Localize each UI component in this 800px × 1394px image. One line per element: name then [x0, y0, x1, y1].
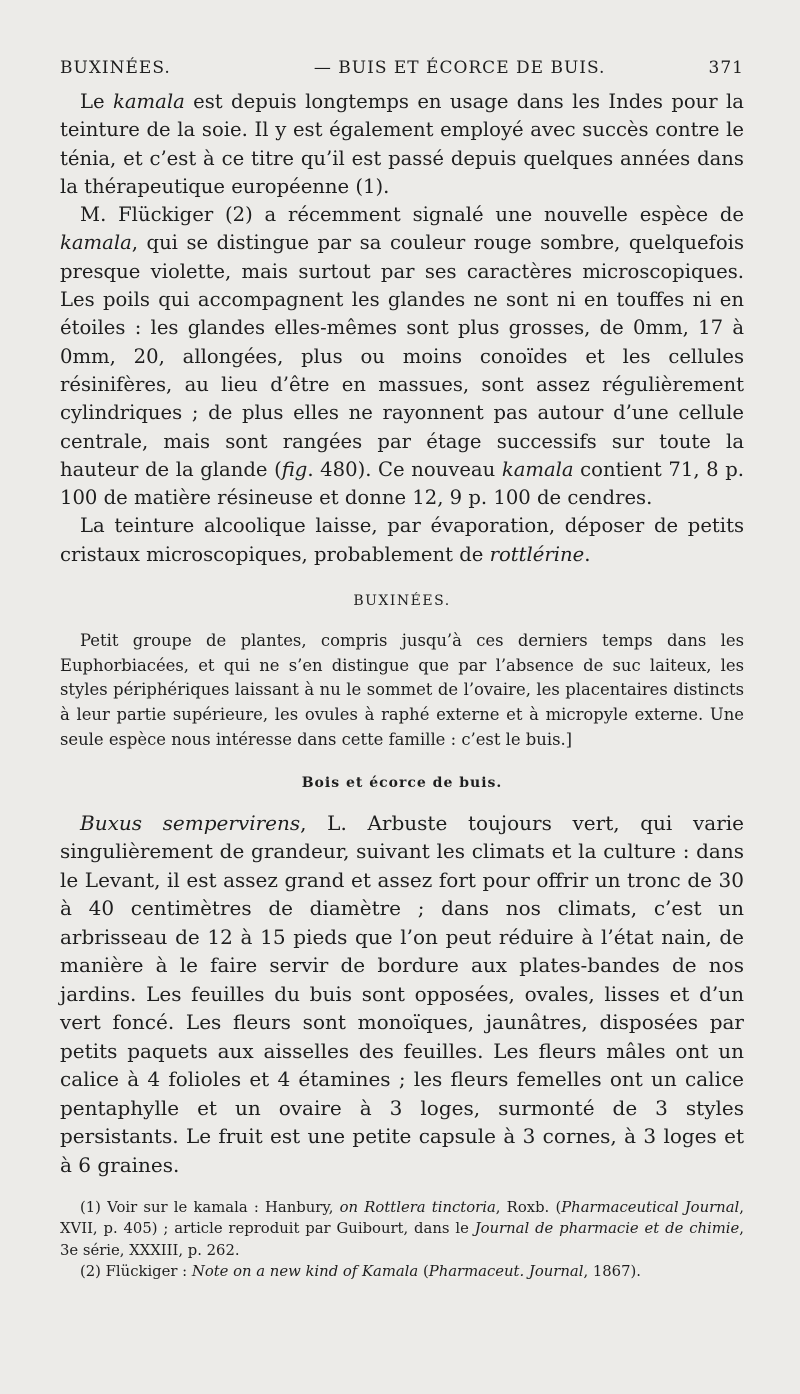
italic-term: kamala [501, 457, 574, 481]
subsection-paragraph [60, 809, 744, 1180]
text-run: , L. Arbuste toujours vert, qui varie singulièrement de grandeur, suivant les climats et la culture : dans le Levant, il est assez grand et assez fort pour offrir un tronc de 30 à 40 centimètres de diamètre ; dans nos climats, c’est un arbrisseau de 12 à 15 pieds que l’on peut réduire à l’état nain, de manière à le faire servir de bordure aux plates-bandes de nos jardins. Les feuilles du buis sont opposées, ovales, lisses et d’un vert foncé. Les fleurs sont monoïques, jaunâtres, disposées par petits paquets aux aisselles des feuilles. Les fleurs mâles ont un calice à 4 folioles et 4 étamines ; les fleurs femelles ont un calice pentaphylle et un ovaire à 3 loges, surmonté de 3 styles persistants. Le fruit est une petite capsule à 3 cornes, à 3 loges et à 6 graines. [60, 810, 744, 1177]
italic-ref: Pharmaceutical Journal [561, 1199, 740, 1217]
text-run: (2) Flückiger : [80, 1262, 192, 1280]
page-number: 371 [708, 58, 744, 78]
text-run: , qui se distingue par sa couleur rouge sombre, quelquefois presque violette, mais surtout par ses caractères microscopiques. Les poils qui accompagnent les glandes ne sont ni en touffes ni en étoiles : les glandes elles-mêmes sont plus grosses, de 0mm, 17 à 0mm, 20, allongées, plus ou moins conoïdes et les cellules résinifères, au lieu d’être en massues, sont assez régulièrement cylindriques ; de plus elles ne rayonnent pas autour d’une cellule centrale, mais sont rangées par étage successifs sur toute la hauteur de la glande ( [60, 231, 744, 481]
italic-term: kamala [60, 231, 132, 255]
page [60, 58, 744, 1282]
figure-ref: fig [281, 457, 308, 481]
text-run: , Roxb. ( [495, 1199, 562, 1217]
paragraph-2 [60, 201, 744, 512]
text-run: (1) Voir sur le kamala : Hanbury, [80, 1199, 340, 1217]
text-run: est depuis longtemps en usage dans les Indes pour la teinture de la soie. Il y est également employé avec succès contre le ténia, et c’est à ce titre qu’il est passé depuis quelques années dans la thérapeutique européenne (1). [60, 90, 744, 198]
footnote-2 [60, 1261, 744, 1282]
subsection-heading: Bois et écorce de buis. [301, 774, 503, 791]
paragraph-1 [60, 88, 744, 201]
paragraph-3 [60, 512, 744, 569]
text-run: , 1867). [583, 1262, 641, 1280]
italic-ref: on Rottlera tinctoria [339, 1199, 496, 1217]
text-run: ( [418, 1262, 429, 1280]
header-left: BUXINÉES. [60, 58, 171, 78]
text-run: . [584, 542, 591, 566]
running-head [60, 58, 744, 88]
italic-ref: Pharmaceut. Journal [428, 1262, 584, 1280]
section-heading: BUXINÉES. [353, 593, 451, 610]
italic-term: kamala [113, 90, 185, 113]
text-run: . 480). Ce nouveau [307, 457, 502, 481]
text-run: La teinture alcoolique laisse, par évaporation, déposer de petits cristaux microscopiques, probablement de [60, 514, 744, 566]
italic-ref: Note on a new kind of Kamala [191, 1262, 419, 1280]
text-run: M. Flückiger (2) a récemment signalé une nouvelle espèce de [80, 203, 744, 227]
footnotes [60, 1197, 744, 1282]
footnote-1 [60, 1197, 744, 1261]
text-run: , XVII, p. 405) ; article reproduit par Guibourt, dans le [60, 1199, 744, 1238]
text-run: , 3e série, XXXIII, p. 262. [60, 1220, 744, 1259]
italic-term: rottlérine [489, 542, 585, 566]
species-name: Buxus sempervirens [80, 810, 301, 835]
text-run: Le [80, 90, 113, 113]
section-intro: Petit groupe de plantes, compris jusqu’à ces derniers temps dans les Euphorbiacées, et qui ne s’en distingue que par l’absence de suc laiteux, les styles périphériques laissant à nu le sommet de l’ovaire, les placentaires distincts à leur partie supérieure, les ovules à raphé externe et à micropyle externe. Une seule espèce nous intéresse dans cette famille : c’est le buis.] [60, 631, 744, 749]
italic-ref: Journal de pharmacie et de chimie [474, 1220, 740, 1238]
header-title: — BUIS ET ÉCORCE DE BUIS. [313, 58, 606, 78]
text-run: contient 71, 8 p. 100 de matière résineuse et donne 12, 9 p. 100 de cendres. [60, 457, 744, 510]
